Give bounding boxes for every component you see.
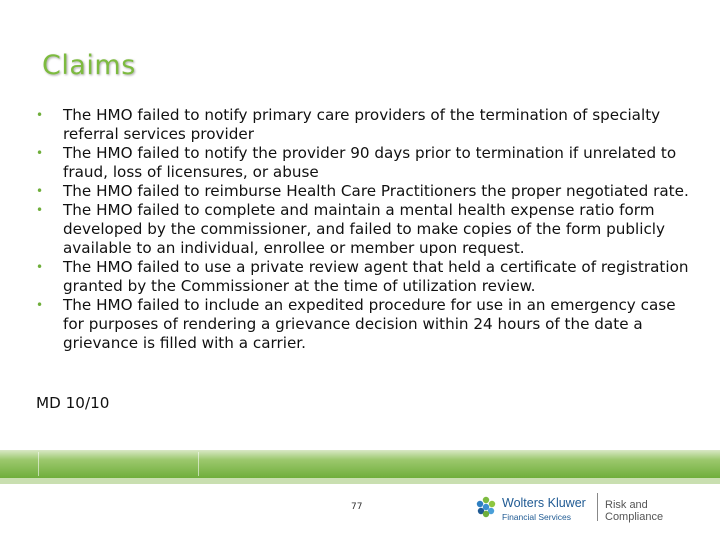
bullet-text: The HMO failed to notify the provider 90 days prior to termination if unrelated to fraud, loss of licensures, or abuse	[63, 144, 677, 181]
bullet-icon: •	[36, 184, 44, 198]
bullet-text: The HMO failed to complete and maintain a mental health expense ratio form developed by the commissioner, and failed to make copies of the form publicly available to an individual, enrollee or member upon request.	[63, 201, 665, 257]
logo-company-name: Wolters Kluwer	[502, 496, 586, 510]
bullet-item	[36, 106, 696, 144]
bullet-icon: •	[36, 108, 44, 122]
bullet-list	[36, 106, 696, 353]
footer-band-highlight	[0, 478, 720, 484]
bullet-icon: •	[36, 298, 44, 312]
bullet-text: The HMO failed to reimburse Health Care Practitioners the proper negotiated rate.	[63, 182, 689, 200]
logo-divider	[597, 493, 598, 521]
footer-band	[0, 450, 720, 478]
bullet-icon: •	[36, 260, 44, 274]
bullet-text: The HMO failed to include an expedited procedure for use in an emergency case for purposes of rendering a grievance decision within 24 hours of the date a grievance is filled with a carrier.	[63, 296, 676, 352]
bullet-item	[36, 296, 696, 353]
bullet-text: The HMO failed to use a private review agent that held a certificate of registration granted by the Commissioner at the time of utilization review.	[63, 258, 689, 295]
bullet-icon: •	[36, 203, 44, 217]
footnote-date: MD 10/10	[36, 394, 110, 412]
bullet-item	[36, 144, 696, 182]
globe-logo-icon	[474, 495, 498, 519]
bullet-text: The HMO failed to notify primary care providers of the termination of specialty referral services provider	[63, 106, 661, 143]
company-logo	[474, 493, 704, 523]
logo-division: Financial Services	[502, 512, 571, 522]
footer-band-divider	[198, 452, 199, 476]
page-number: 77	[351, 502, 363, 512]
bullet-item	[36, 258, 696, 296]
footer-band-divider	[38, 452, 39, 476]
slide-title: Claims	[42, 50, 136, 81]
bullet-icon: •	[36, 146, 44, 160]
bullet-item	[36, 201, 696, 258]
logo-tagline: Risk and Compliance	[605, 499, 664, 523]
bullet-item	[36, 182, 696, 201]
